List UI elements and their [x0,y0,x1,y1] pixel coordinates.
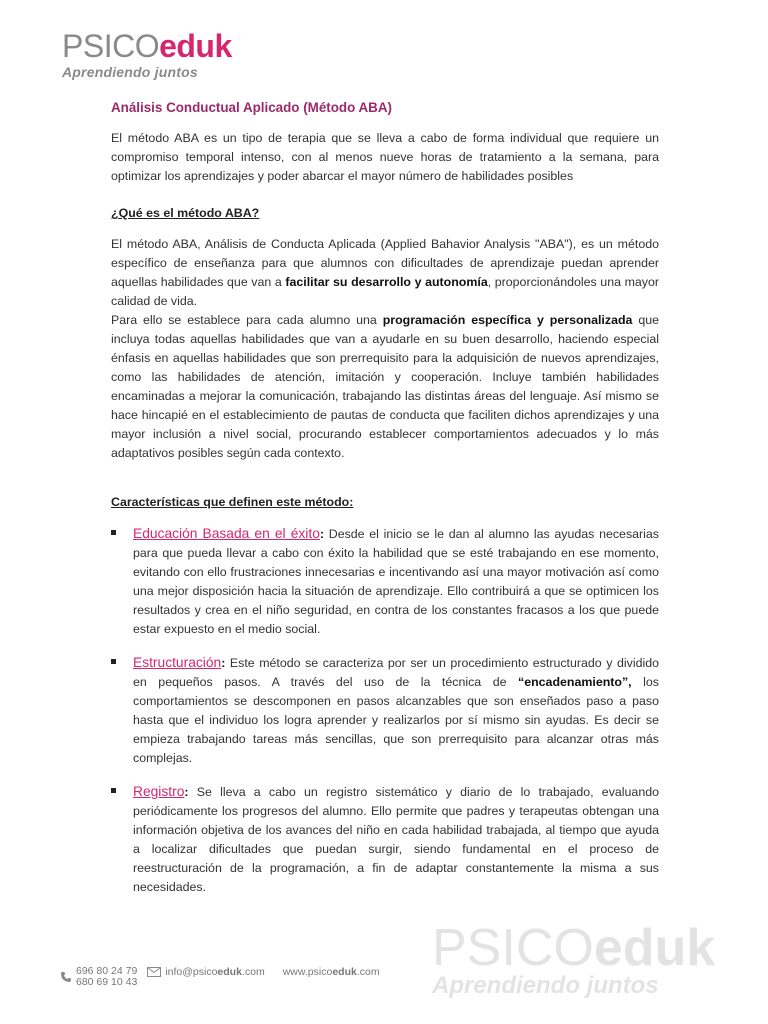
list-item: Educación Basada en el éxito: Desde el inicio se le dan al alumno las ayudas necesarias para que pueda llevar a cabo con éxito la habilidad que se esté trabajando en ese momento, evitando con ello frustraciones innecesarias e incentivando así una mayor motivación así como una mejor disposición hacia la situación de aprendizaje. Ello contribuirá a que se optimicen los resultados y crea en el niño seguridad, en contra de los constantes fracasos a los que puede estar expuesto en el medio social. [111,524,659,639]
bullet-icon [111,659,116,664]
footer-email[interactable]: info@psicoeduk.com [147,966,264,978]
bullet-title: Registro [133,784,185,799]
phone-number-2: 680 69 10 43 [76,976,138,988]
section1-paragraph-2: Para ello se establece para cada alumno una programación específica y personalizada que incluya todas aquellas habilidades que van a ayudarle en su buen desarrollo, haciendo especial énfasis en aquellas habilidades que son prerrequisito para la adquisición de nuevos aprendizajes, como las habilidades de atención, imitación y cooperación. Incluye también habilidades encaminadas a mejorar la comunicación, trabajando las distintas áreas del lenguaje. Así mismo se hace hincapié en el establecimiento de pautas de conducta que faciliten dichos aprendizajes y una mayor inclusión a nivel social, procurando establecer comportamientos adecuados y lo más adaptativos posibles según cada contexto. [111,313,659,460]
document-body [111,98,659,911]
bullet-title: Estructuración [133,655,222,670]
document-title: Análisis Conductual Aplicado (Método ABA) [111,100,392,115]
intro-paragraph: El método ABA es un tipo de terapia que se lleva a cabo de forma individual que requiere un compromiso temporal intenso, con al menos nueve horas de tratamiento a la semana, para optimizar los aprendizajes y poder abarcar el mayor número de habilidades posibles [111,131,659,183]
section-heading-characteristics: Características que definen este método: [111,495,354,509]
footer-contact [60,966,420,988]
logo-psico: PSICO [62,28,160,64]
email-icon [147,967,161,977]
section1-paragraph-1: El método ABA, Análisis de Conducta Aplicada (Applied Bahavior Analysis "ABA"), es un método específico de enseñanza para que alumnos con dificultades de aprendizaje puedan aprender aquellas habilidades que van a facilitar su desarrollo y autonomía, proporcionándoles una mayor calidad de vida. [111,237,659,308]
watermark-logo: PSICOeduk Aprendiendo juntos [432,919,716,999]
footer-website[interactable]: www.psicoeduk.com [282,966,380,978]
logo-tagline: Aprendiendo juntos [62,64,198,80]
list-item: Estructuración: Este método se caracteriza por ser un procedimiento estructurado y dividido en pequeños pasos. A través del uso de la técnica de “encadenamiento”, los comportamientos se descomponen en pasos alcanzables que son enseñados paso a paso hasta que el individuo los logra aprender y realizarlos por sí mismo sin ayudas. Es decir se empieza trabajando tareas más sencillas, que son prerrequisito para alcanzar otras más complejas. [111,653,659,768]
footer-phones [60,966,137,988]
bullet-title: Educación Basada en el éxito [133,526,320,541]
bullet-icon [111,530,116,535]
logo-eduk: eduk [159,28,232,64]
phone-icon [60,971,72,983]
phone-number-1: 696 80 24 79 [76,965,138,977]
logo [62,28,232,80]
list-item: Registro: Se lleva a cabo un registro sistemático y diario de lo trabajado, evaluando periódicamente los progresos del alumno. Ello permite que padres y terapeutas obtengan una información objetiva de los avances del niño en cada habilidad trabajada, al tiempo que ayuda a localizar dificultades que puedan surgir, siendo fundamental en el proceso de reestructuración de la programación, a fin de adaptar constantemente la misma a sus necesidades. [111,782,659,897]
bullet-icon [111,788,116,793]
highlight-autonomy: facilitar su desarrollo y autonomía [285,275,488,289]
highlight-programming: programación específica y personalizada [382,313,633,327]
logo-wordmark [62,28,232,64]
section-heading-what-is: ¿Qué es el método ABA? [111,206,260,220]
